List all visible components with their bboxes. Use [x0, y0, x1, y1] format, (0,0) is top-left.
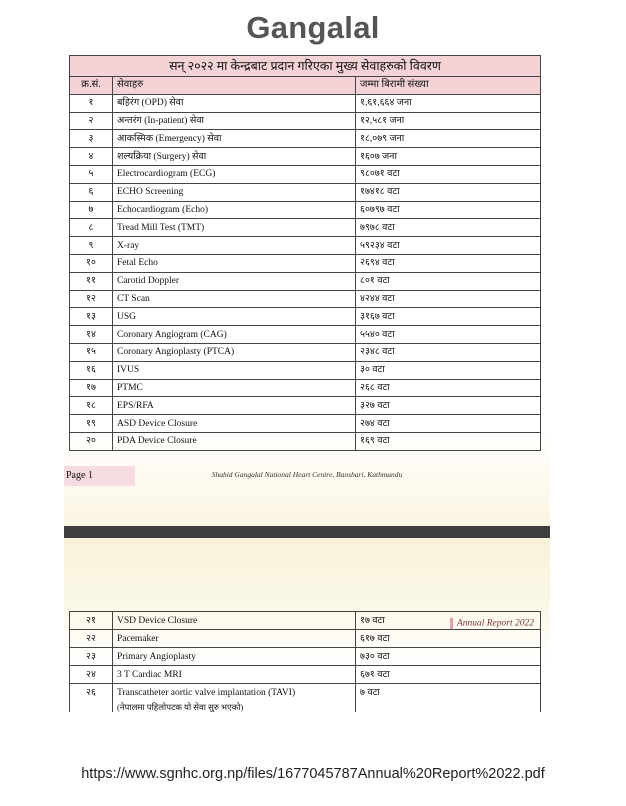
row-number: १२: [70, 290, 113, 308]
page-divider: [64, 526, 550, 538]
row-count: ८०१ वटा: [356, 272, 541, 290]
row-service: IVUS: [113, 361, 356, 379]
row-count: ५५४० वटा: [356, 326, 541, 344]
row-count: ७ वटा: [356, 684, 541, 713]
table-row: [70, 343, 541, 361]
row-service: Coronary Angiogram (CAG): [113, 326, 356, 344]
row-service: ECHO Screening: [113, 183, 356, 201]
table-row: [70, 237, 541, 255]
table-row: [70, 415, 541, 433]
table-row: [70, 272, 541, 290]
row-number: १४: [70, 326, 113, 344]
source-url[interactable]: https://www.sgnhc.org.np/files/1677045787Annual%20Report%2022.pdf: [81, 766, 545, 782]
table-row: [70, 201, 541, 219]
row-service: अन्तरंग (In-patient) सेवा: [113, 112, 356, 130]
table-row: [70, 684, 541, 713]
row-number: १७: [70, 379, 113, 397]
row-number: २३: [70, 648, 113, 666]
row-service: शल्यक्रिया (Surgery) सेवा: [113, 148, 356, 166]
table-row: [70, 326, 541, 344]
table-row: [70, 290, 541, 308]
row-service: PDA Device Closure: [113, 432, 356, 450]
row-number: २१: [70, 612, 113, 630]
row-number: २२: [70, 630, 113, 648]
table-row: [70, 666, 541, 684]
row-number: ८: [70, 219, 113, 237]
table-row: [70, 148, 541, 166]
row-service-name: Transcatheter aortic valve implantation (TAVI): [117, 688, 296, 698]
page-number-label: Page 1: [64, 466, 135, 486]
table-caption: सन् २०२२ मा केन्द्रबाट प्रदान गरिएका मुख्य सेवाहरुको विवरण: [70, 56, 541, 77]
table-row: [70, 361, 541, 379]
table-row: [70, 254, 541, 272]
row-number: १: [70, 94, 113, 112]
row-number: १०: [70, 254, 113, 272]
row-count: १८,०७९ जना: [356, 130, 541, 148]
row-number: १६: [70, 361, 113, 379]
table-row: [70, 94, 541, 112]
row-service: CT Scan: [113, 290, 356, 308]
services-table: [69, 55, 541, 451]
row-service: Tread Mill Test (TMT): [113, 219, 356, 237]
row-count: १२,५८१ जना: [356, 112, 541, 130]
table-row: [70, 165, 541, 183]
row-service: USG: [113, 308, 356, 326]
row-service: Pacemaker: [113, 630, 356, 648]
row-number: ५: [70, 165, 113, 183]
table-row: [70, 648, 541, 666]
row-number: १३: [70, 308, 113, 326]
row-number: ४: [70, 148, 113, 166]
table-row: [70, 308, 541, 326]
report-tag-label: Annual Report 2022: [456, 618, 534, 629]
row-number: ६: [70, 183, 113, 201]
row-number: १९: [70, 415, 113, 433]
row-number: १८: [70, 397, 113, 415]
row-count: ३२७ वटा: [356, 397, 541, 415]
row-service: PTMC: [113, 379, 356, 397]
column-header-service: सेवाहरु: [113, 77, 356, 95]
row-count: ९८०७१ वटा: [356, 165, 541, 183]
row-service: ASD Device Closure: [113, 415, 356, 433]
row-count: २६९४ वटा: [356, 254, 541, 272]
row-count: १७४१८ वटा: [356, 183, 541, 201]
row-count: ६०७९७ वटा: [356, 201, 541, 219]
row-count: ७९७८ वटा: [356, 219, 541, 237]
row-number: २: [70, 112, 113, 130]
document-preview[interactable]: [64, 50, 550, 712]
row-count: २७४ वटा: [356, 415, 541, 433]
row-service: Primary Angioplasty: [113, 648, 356, 666]
row-service: [113, 684, 356, 713]
table-row: [70, 112, 541, 130]
row-service: Echocardiogram (Echo): [113, 201, 356, 219]
row-service: X-ray: [113, 237, 356, 255]
row-number: ११: [70, 272, 113, 290]
column-header-count: जम्मा बिरामी संख्या: [356, 77, 541, 95]
row-count: ३० वटा: [356, 361, 541, 379]
row-service: Fetal Echo: [113, 254, 356, 272]
row-number: ९: [70, 237, 113, 255]
row-count: १६९ वटा: [356, 432, 541, 450]
row-count: २६८ वटा: [356, 379, 541, 397]
row-number: ७: [70, 201, 113, 219]
row-number: १५: [70, 343, 113, 361]
table-row: [70, 183, 541, 201]
row-number: ३: [70, 130, 113, 148]
row-service: Carotid Doppler: [113, 272, 356, 290]
table-row: [70, 130, 541, 148]
row-service-note: (नेपालमा पहिलोपटक यो सेवा सुरु भएको): [117, 702, 244, 712]
row-count: १७ वटा: [356, 612, 541, 630]
column-header-number: क्र.सं.: [70, 77, 113, 95]
services-table-continued: [69, 611, 541, 712]
row-count: ७३० वटा: [356, 648, 541, 666]
row-service: EPS/RFA: [113, 397, 356, 415]
table-row: [70, 432, 541, 450]
row-service: 3 T Cardiac MRI: [113, 666, 356, 684]
row-service: आकस्मिक (Emergency) सेवा: [113, 130, 356, 148]
row-count: ३१६७ वटा: [356, 308, 541, 326]
footer-organization: Shahid Gangalal National Heart Centre, Bansbari, Kathmandu: [211, 470, 403, 479]
row-count: १६०७ जना: [356, 148, 541, 166]
table-row: [70, 397, 541, 415]
table-row: [70, 379, 541, 397]
row-count: ४२४४ वटा: [356, 290, 541, 308]
table-row: [70, 630, 541, 648]
row-service: VSD Device Closure: [113, 612, 356, 630]
row-count: २३४८ वटा: [356, 343, 541, 361]
row-number: २०: [70, 432, 113, 450]
row-count: ६१७ वटा: [356, 630, 541, 648]
row-count: ५९२३४ वटा: [356, 237, 541, 255]
row-service: Coronary Angioplasty (PTCA): [113, 343, 356, 361]
row-number: २४: [70, 666, 113, 684]
row-service: Electrocardiogram (ECG): [113, 165, 356, 183]
table-row: [70, 612, 541, 630]
row-number: २६: [70, 684, 113, 713]
row-count: १,६१,६६४ जना: [356, 94, 541, 112]
row-service: बहिरंग (OPD) सेवा: [113, 94, 356, 112]
row-count: ६७१ वटा: [356, 666, 541, 684]
page-title: Gangalal: [246, 10, 380, 45]
table-row: [70, 219, 541, 237]
table-header-row: [70, 77, 541, 95]
